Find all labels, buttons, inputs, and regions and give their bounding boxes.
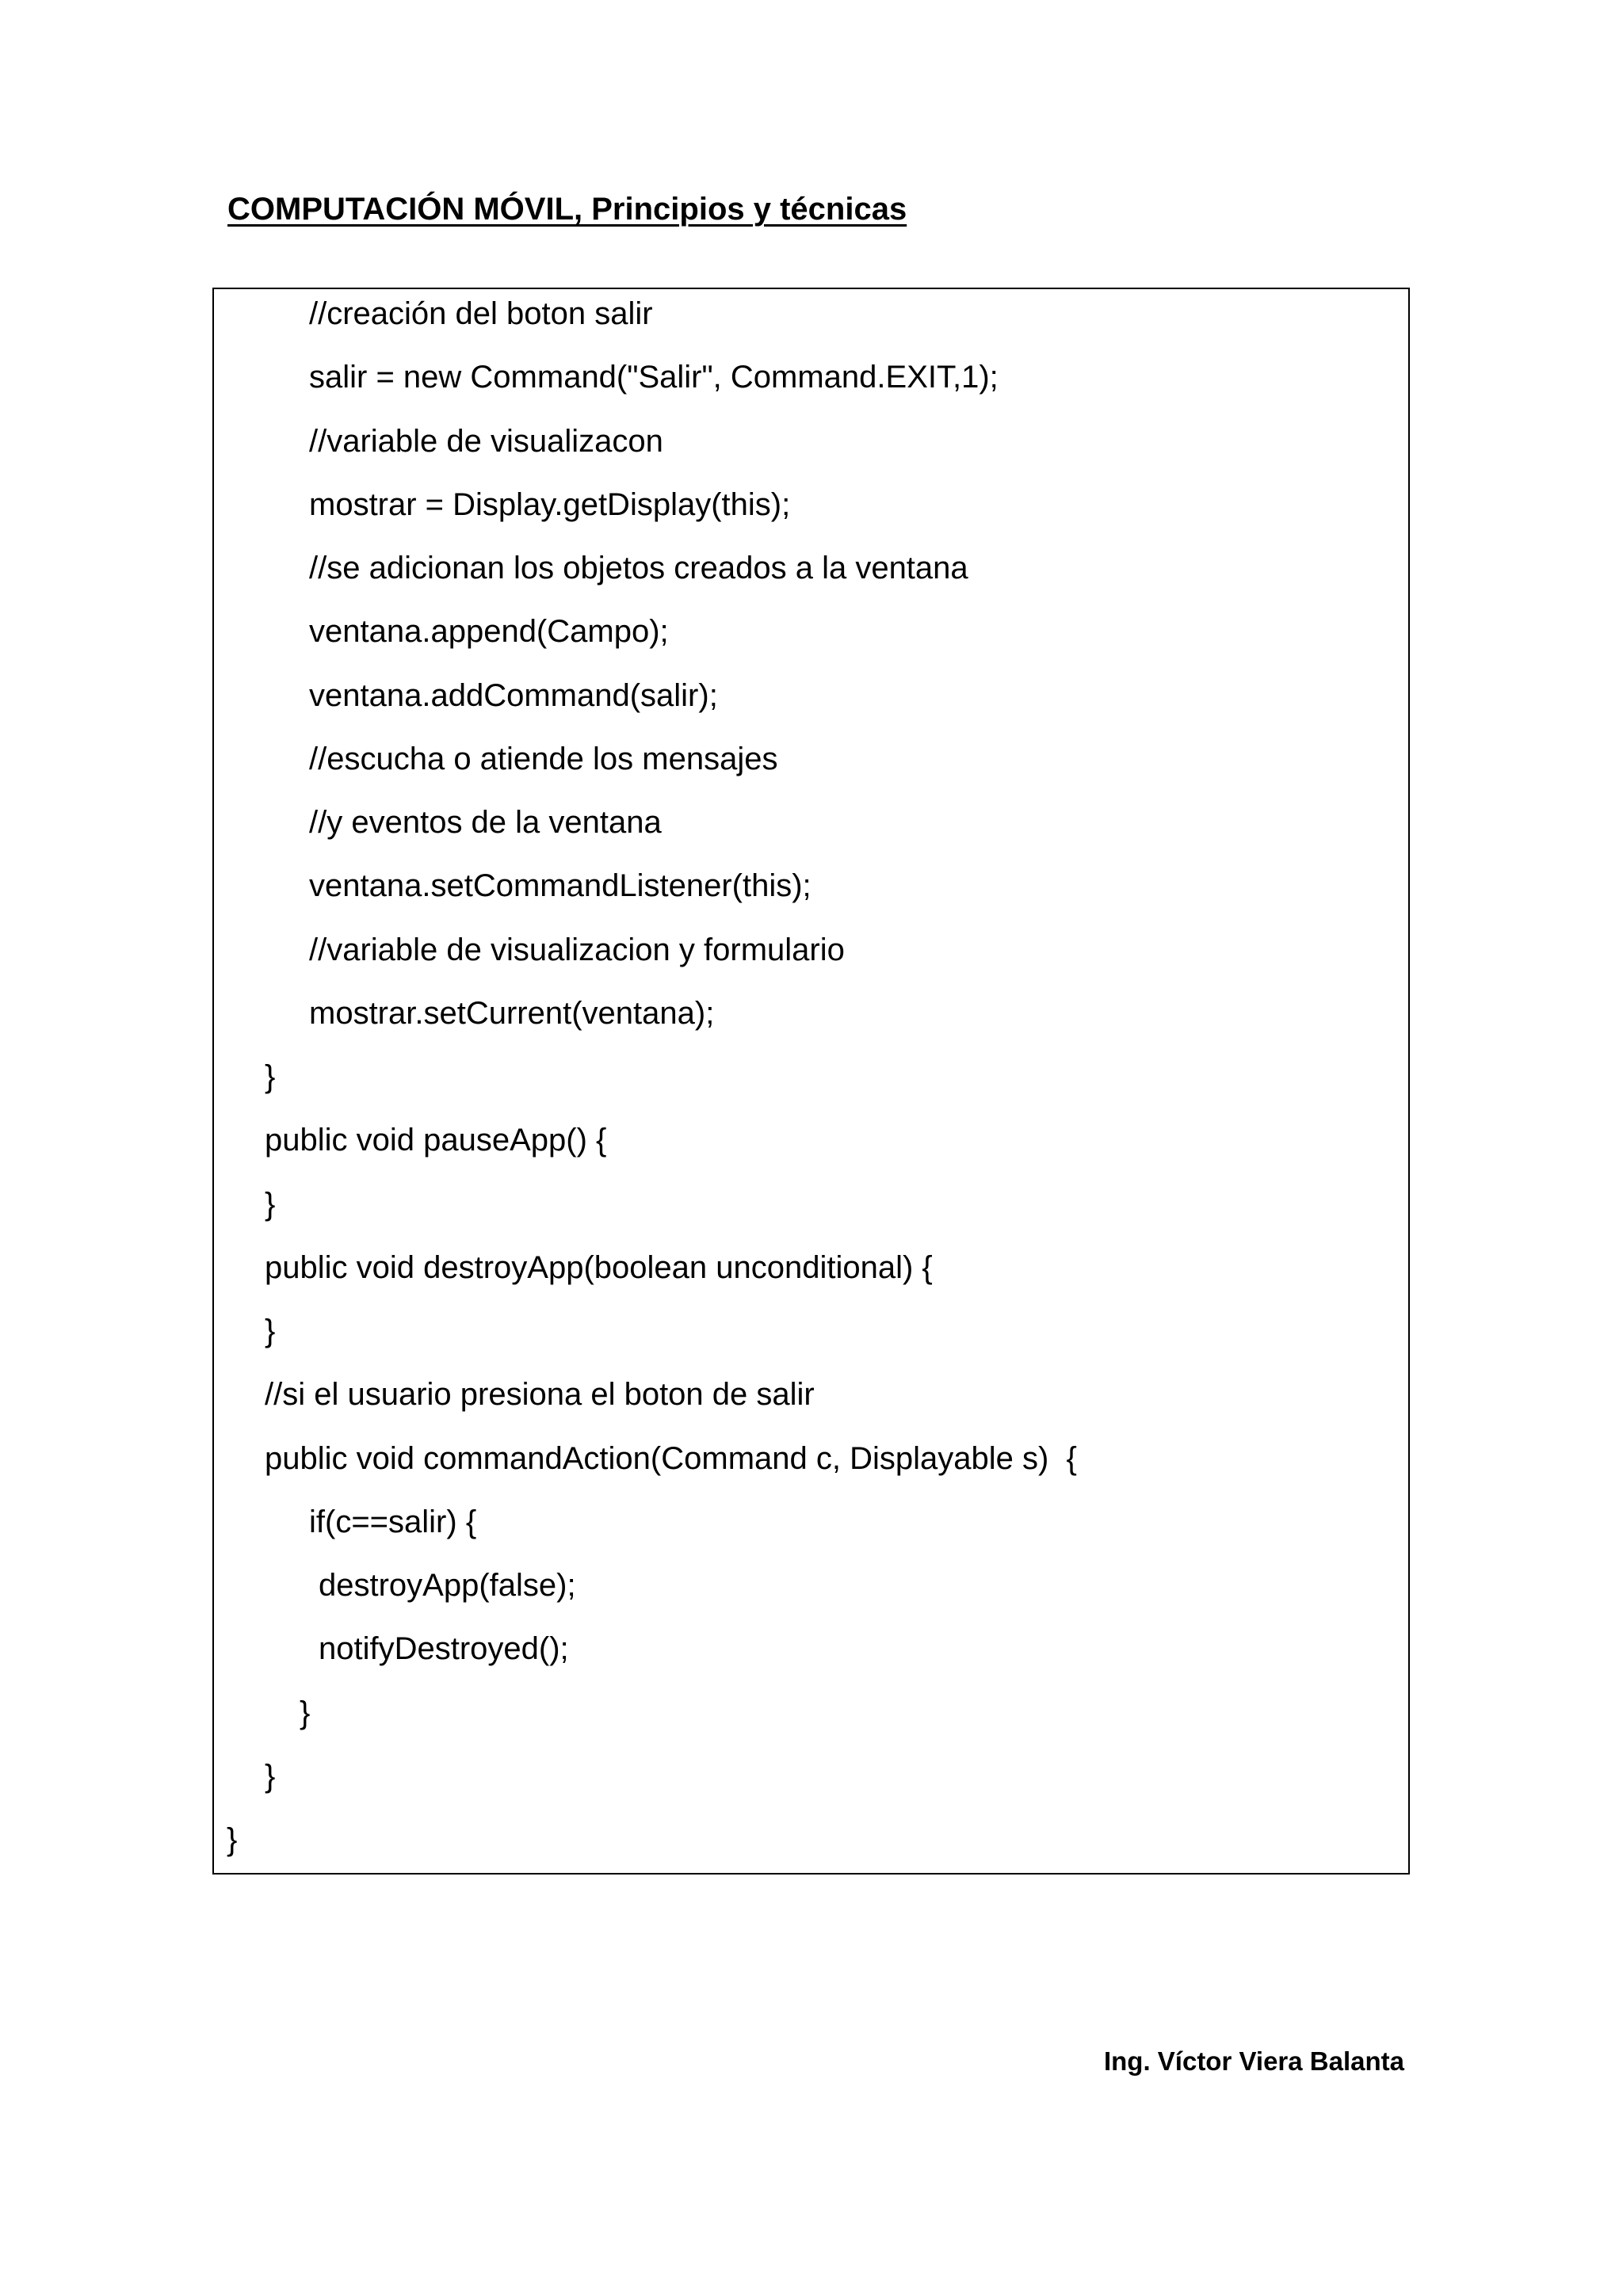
- code-line: //variable de visualizacon: [309, 424, 663, 459]
- code-line: salir = new Command("Salir", Command.EXIT,1);: [309, 360, 999, 395]
- code-line: mostrar.setCurrent(ventana);: [309, 996, 715, 1031]
- code-line: }: [265, 1314, 276, 1348]
- code-line: //variable de visualizacion y formulario: [309, 933, 845, 967]
- code-line: //si el usuario presiona el boton de salir: [265, 1377, 815, 1412]
- code-line: public void pauseApp() {: [265, 1123, 607, 1158]
- code-line: //se adicionan los objetos creados a la ventana: [309, 551, 968, 585]
- code-line: }: [227, 1822, 238, 1857]
- code-line: //escucha o atiende los mensajes: [309, 742, 778, 776]
- author-footer: Ing. Víctor Viera Balanta: [1103, 2046, 1404, 2076]
- code-line: }: [300, 1695, 311, 1730]
- code-line: //y eventos de la ventana: [309, 805, 662, 840]
- code-line: }: [265, 1759, 276, 1794]
- code-line: destroyApp(false);: [319, 1568, 576, 1603]
- code-line: //creación del boton salir: [309, 296, 653, 331]
- code-line: }: [265, 1059, 276, 1094]
- code-listing-box: [212, 288, 1410, 1875]
- page-title: COMPUTACIÓN MÓVIL, Principios y técnicas: [227, 192, 907, 227]
- code-line: public void commandAction(Command c, Displayable s) {: [265, 1441, 1077, 1476]
- code-line: public void destroyApp(boolean unconditional) {: [265, 1250, 933, 1285]
- code-line: ventana.addCommand(salir);: [309, 678, 718, 713]
- code-line: ventana.setCommandListener(this);: [309, 868, 812, 903]
- code-line: }: [265, 1187, 276, 1222]
- code-line: mostrar = Display.getDisplay(this);: [309, 487, 791, 522]
- code-line: ventana.append(Campo);: [309, 614, 669, 649]
- code-line: if(c==salir) {: [309, 1505, 477, 1539]
- code-line: notifyDestroyed();: [319, 1631, 569, 1666]
